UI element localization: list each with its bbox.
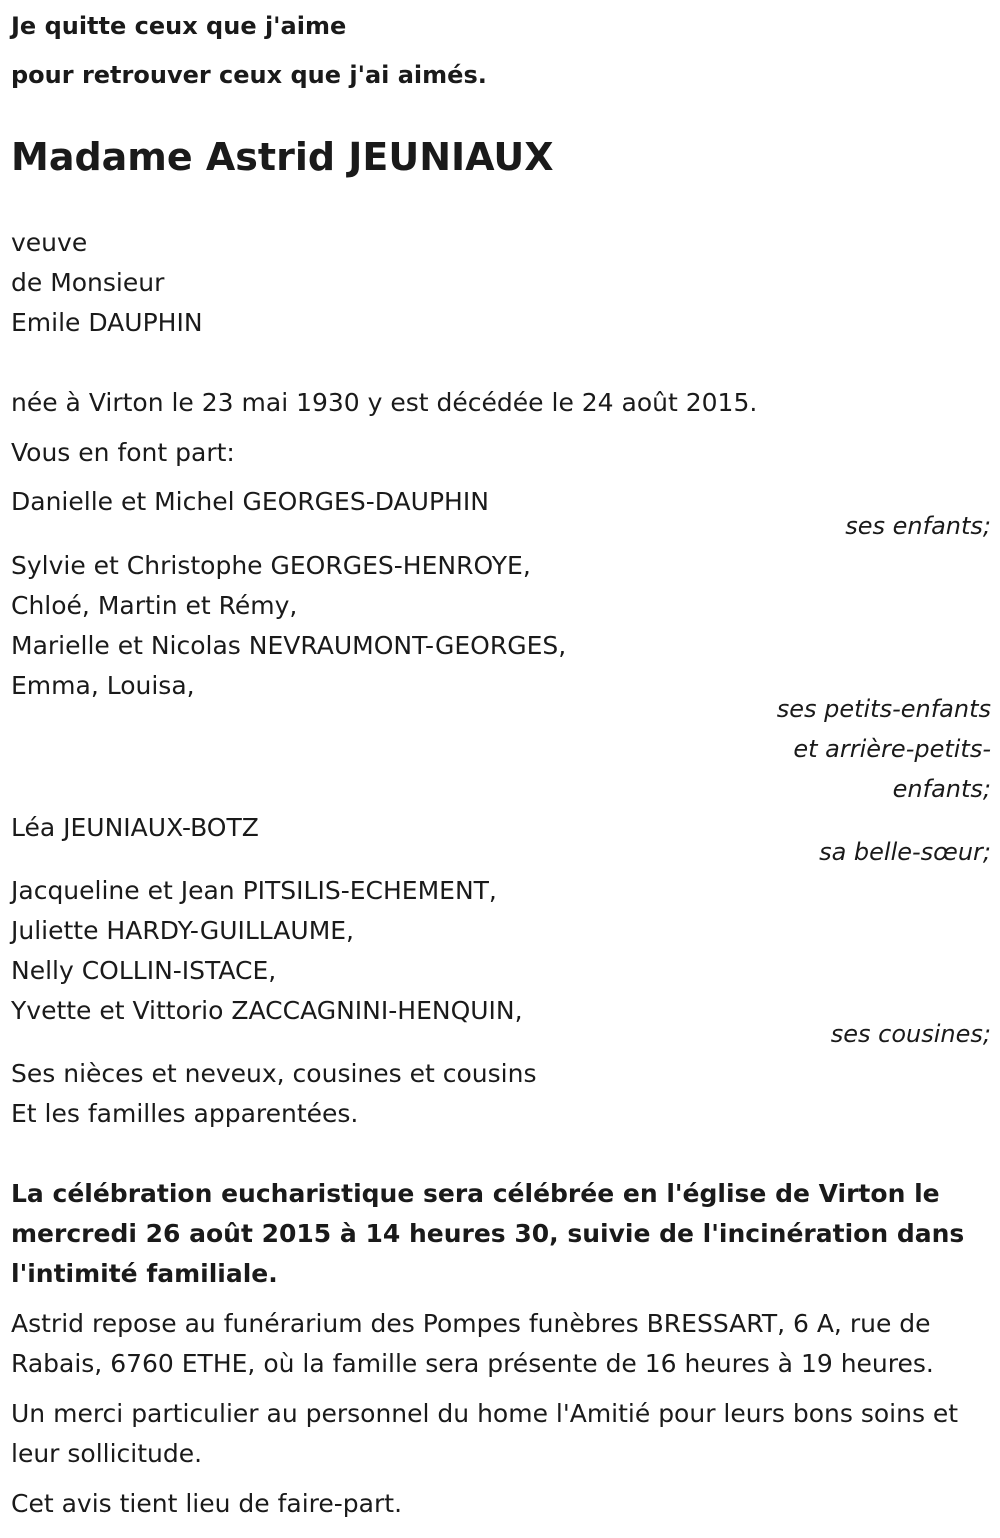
ceremony-details: La célébration eucharistique sera célébrée en l'église de Virton le mercredi 26 août 2015 à 14 heures 30, suivie de l'incinération dans l'intimité familiale. (11, 1179, 965, 1288)
family-name: Nelly COLLIN-ISTACE, (11, 956, 277, 985)
birth-death: née à Virton le 23 mai 1930 y est décédée le 24 août 2015. (11, 388, 758, 417)
announcement-intro: Vous en font part: (11, 438, 235, 467)
family-name: Jacqueline et Jean PITSILIS-ECHEMENT, (11, 876, 497, 905)
extended-family-line-2: Et les familles apparentées. (11, 1099, 359, 1128)
family-role: ses enfants; (845, 512, 991, 540)
family-name: Emma, Louisa, (11, 671, 195, 700)
family-role: enfants; (892, 775, 991, 803)
spouse-line-1: veuve (11, 228, 88, 257)
closing-note: Cet avis tient lieu de faire-part. (11, 1489, 403, 1518)
thanks-message: Un merci particulier au personnel du home l'Amitié pour leurs bons soins et leur sollicitude. (11, 1399, 959, 1468)
family-name: Danielle et Michel GEORGES-DAUPHIN (11, 487, 489, 516)
spouse-line-2: de Monsieur (11, 268, 165, 297)
family-name: Chloé, Martin et Rémy, (11, 591, 298, 620)
family-role: ses cousines; (830, 1020, 991, 1048)
spouse-line-3: Emile DAUPHIN (11, 308, 203, 337)
family-role: et arrière-petits- (793, 735, 991, 763)
family-role: ses petits-enfants (776, 695, 991, 723)
funeral-home-details: Astrid repose au funérarium des Pompes funèbres BRESSART, 6 A, rue de Rabais, 6760 ETHE, où la famille sera présente de 16 heures à 19 heures. (11, 1309, 934, 1378)
family-name: Léa JEUNIAUX-BOTZ (11, 813, 259, 842)
family-name: Sylvie et Christophe GEORGES-HENROYE, (11, 551, 531, 580)
family-name: Yvette et Vittorio ZACCAGNINI-HENQUIN, (11, 996, 523, 1025)
family-role: sa belle-sœur; (819, 838, 991, 866)
family-name: Marielle et Nicolas NEVRAUMONT-GEORGES, (11, 631, 567, 660)
quote-line-2: pour retrouver ceux que j'ai aimés. (11, 61, 487, 89)
extended-family-line-1: Ses nièces et neveux, cousines et cousins (11, 1059, 537, 1088)
quote-line-1: Je quitte ceux que j'aime (11, 12, 347, 40)
family-name: Juliette HARDY-GUILLAUME, (11, 916, 355, 945)
deceased-name: Madame Astrid JEUNIAUX (11, 135, 554, 179)
